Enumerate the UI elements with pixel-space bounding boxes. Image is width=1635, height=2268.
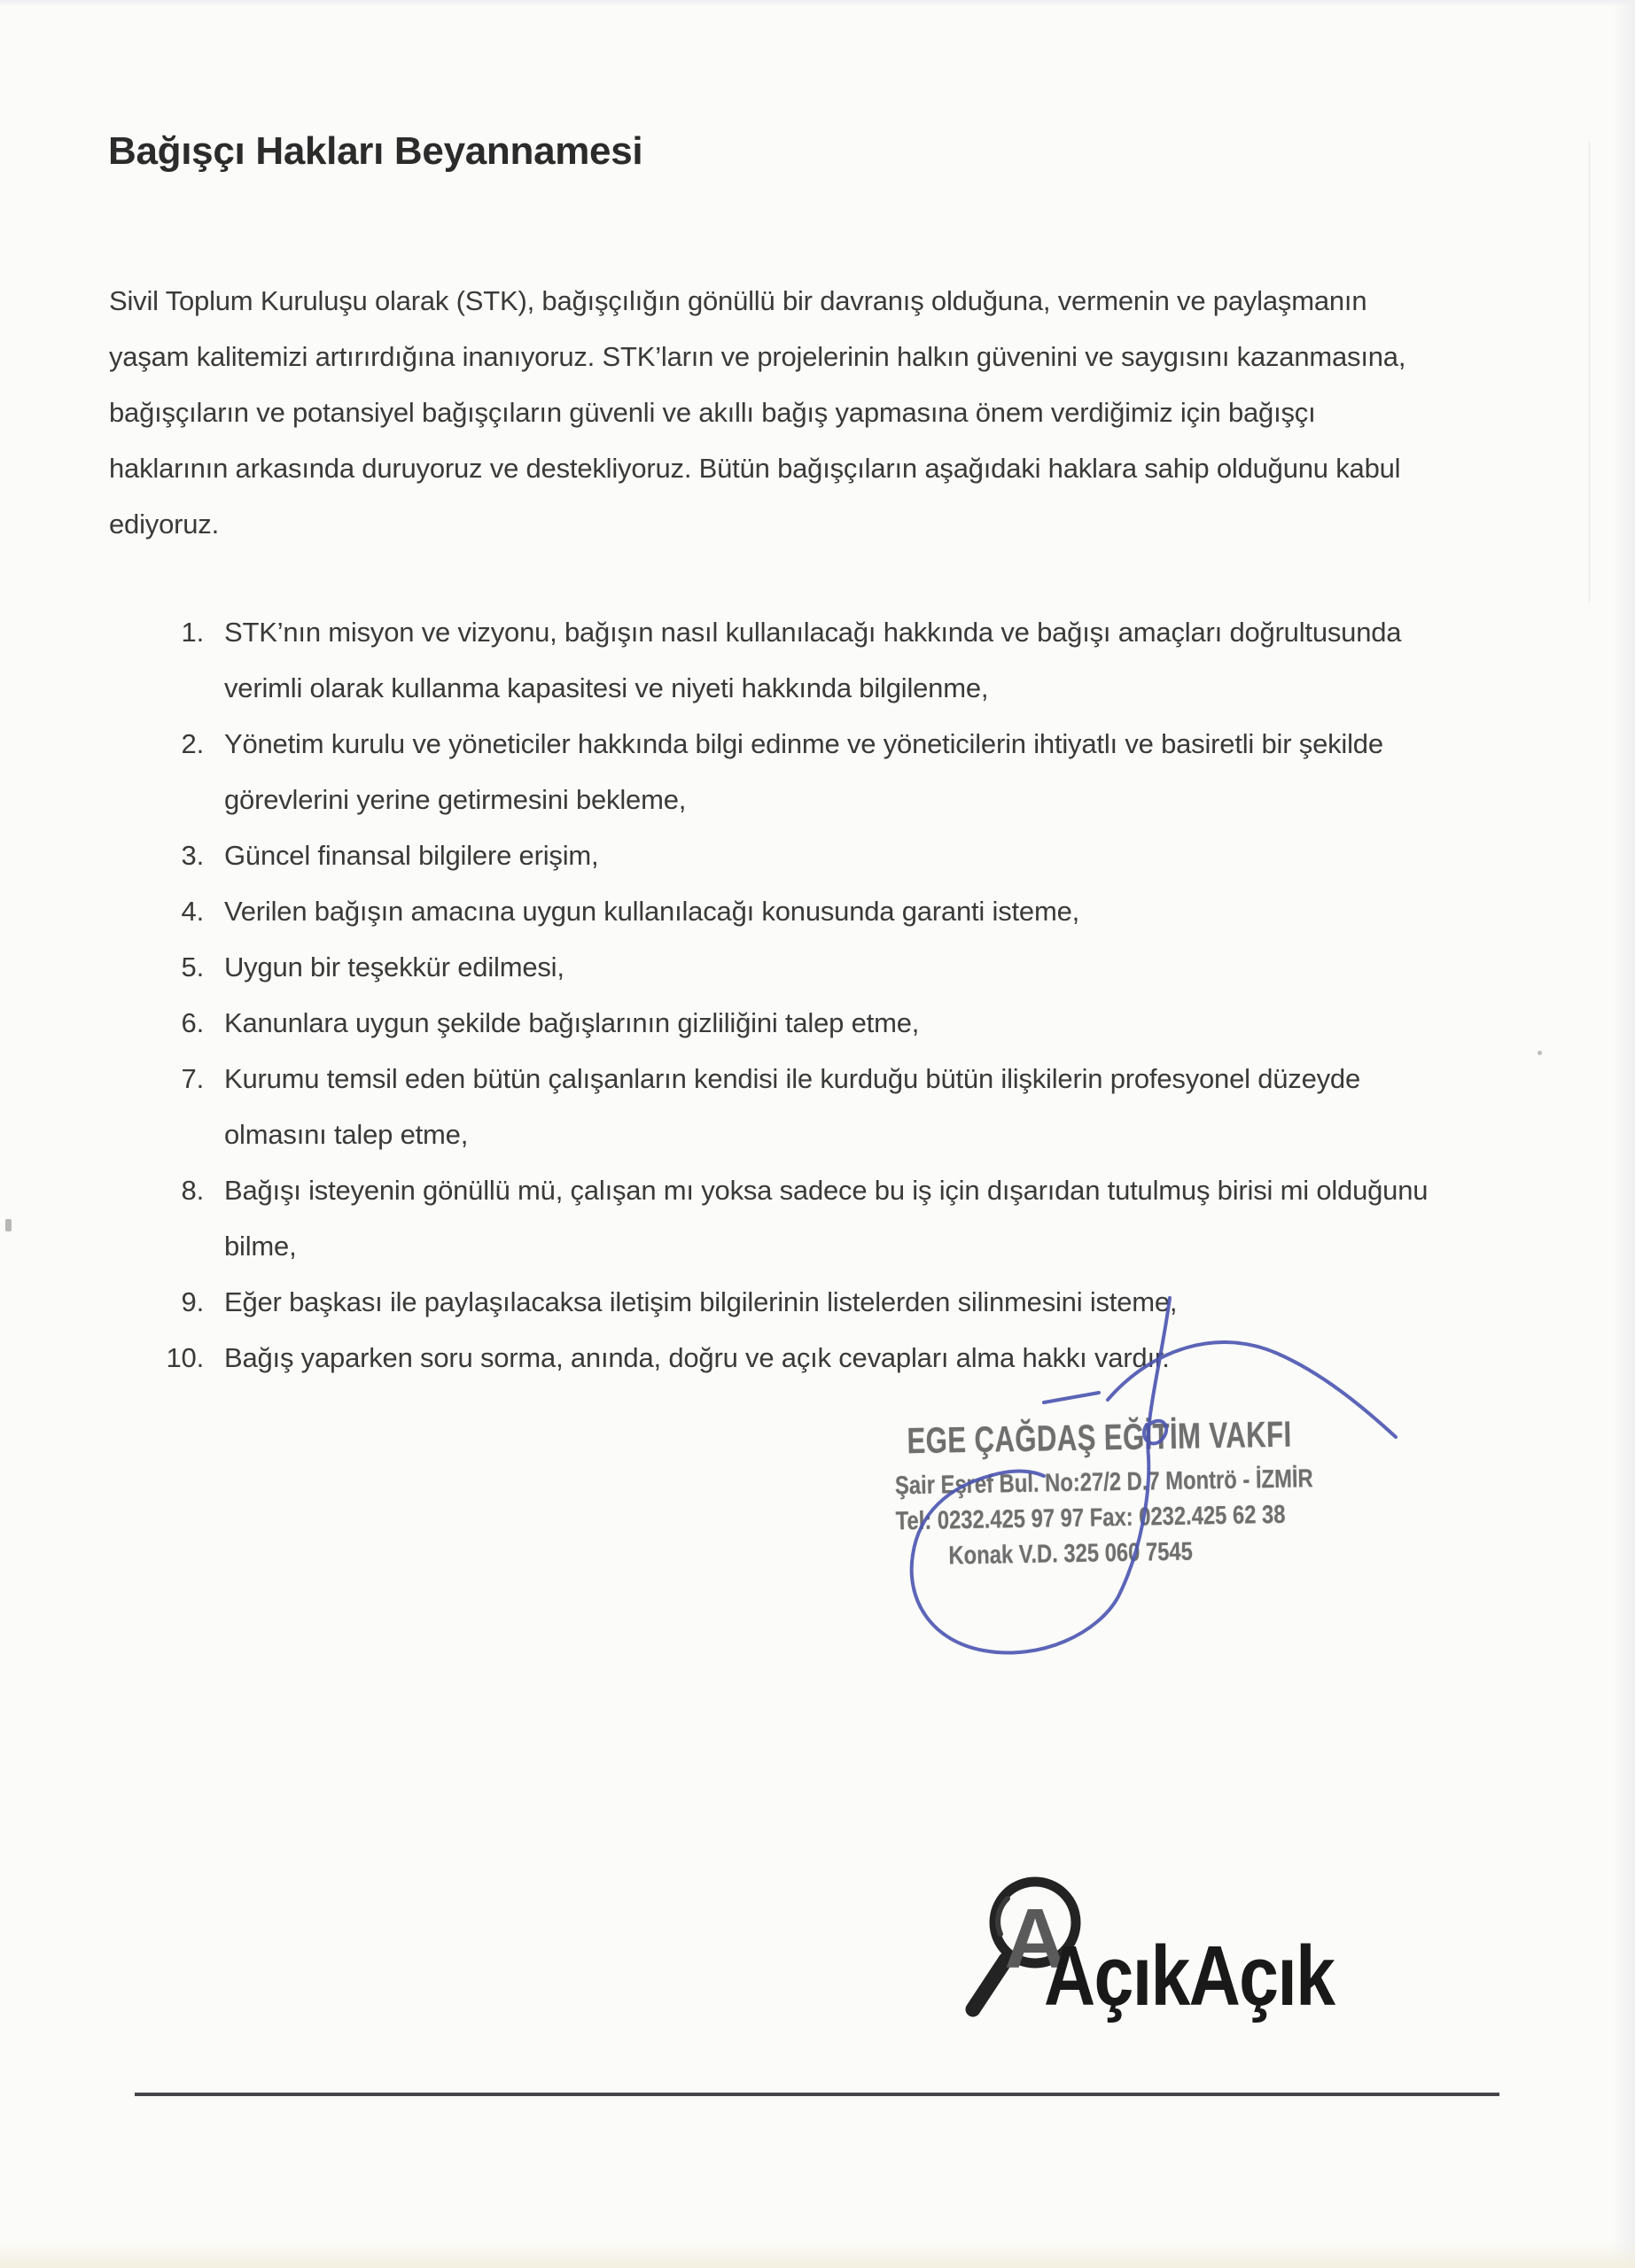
scan-edge-top: [0, 0, 1635, 6]
stamp-org-name: EGE ÇAĞDAŞ EĞİTİM VAKFI: [907, 1413, 1292, 1462]
footer-rule: [135, 2093, 1499, 2096]
list-item: Eğer başkası ile paylaşılacaksa iletişim bilgilerinin listelerden silinmesini isteme,: [224, 1286, 1178, 1317]
list-item: Güncel finansal bilgilere erişim,: [224, 840, 599, 871]
stamp-tax-office: Konak V.D. 325 060 7545: [948, 1537, 1194, 1571]
donor-rights-list: [108, 604, 1437, 1386]
list-item: Kanunlara uygun şekilde bağışlarının gizliliğini talep etme,: [224, 1007, 920, 1038]
list-item: Bağışı isteyenin gönüllü mü, çalışan mı yoksa sadece bu iş için dışarıdan tutulmuş birisi mi olduğunu bilme,: [224, 1175, 1429, 1262]
acikacik-logo: [962, 1856, 1422, 2042]
scan-artifact-streak: [1588, 142, 1591, 602]
scan-edge-bottom: [0, 2241, 1635, 2268]
signature-scribble: [895, 1285, 1409, 1674]
list-item: STK’nın misyon ve vizyonu, bağışın nasıl kullanılacağı hakkında ve bağışı amaçları doğrultusunda verimli olarak kullanma kapasitesi ve niyeti hakkında bilgilenme,: [224, 617, 1402, 703]
list-item: Uygun bir teşekkür edilmesi,: [224, 951, 564, 983]
list-item: Bağış yaparken soru sorma, anında, doğru ve açık cevapları alma hakkı vardır.: [224, 1342, 1170, 1373]
list-item: Kurumu temsil eden bütün çalışanların kendisi ile kurduğu bütün ilişkilerin profesyonel düzeyde olmasını talep etme,: [224, 1063, 1361, 1150]
logo-text: AçıkAçık: [1044, 1929, 1335, 2023]
logo-glass-letter: A: [1004, 1891, 1066, 1986]
scan-artifact-speck: [5, 1219, 12, 1231]
page-title: Bağışçı Hakları Beyannamesi: [108, 129, 643, 173]
list-item: Yönetim kurulu ve yöneticiler hakkında bilgi edinme ve yöneticilerin ihtiyatlı ve basiretli bir şekilde görevlerini yerine getirmesini bekleme,: [224, 728, 1383, 815]
intro-paragraph: Sivil Toplum Kuruluşu olarak (STK), bağışçılığın gönüllü bir davranış olduğuna, vermenin ve paylaşmanın yaşam kalitemizi artırırdığına inanıyoruz. STK’ların ve projelerinin halkın güvenini ve saygısını kazanmasına, bağışçıların ve potansiyel bağışçıların güvenli ve akıllı bağış yapmasına önem verdiğimiz için bağışçı haklarının arkasında duruyoruz ve destekliyoruz. Bütün bağışçıların aşağıdaki haklara sahip olduğunu kabul ediyoruz.: [109, 285, 1406, 540]
stamp-phone-fax: Tel: 0232.425 97 97 Fax: 0232.425 62 38: [895, 1500, 1286, 1536]
list-item: Verilen bağışın amacına uygun kullanılacağı konusunda garanti isteme,: [224, 896, 1080, 927]
stamp-address: Şair Eşref Bul. No:27/2 D.7 Montrö - İZMİR: [894, 1464, 1313, 1501]
scan-artifact-speck: [1538, 1051, 1542, 1055]
scan-edge-right: [1612, 0, 1635, 2268]
